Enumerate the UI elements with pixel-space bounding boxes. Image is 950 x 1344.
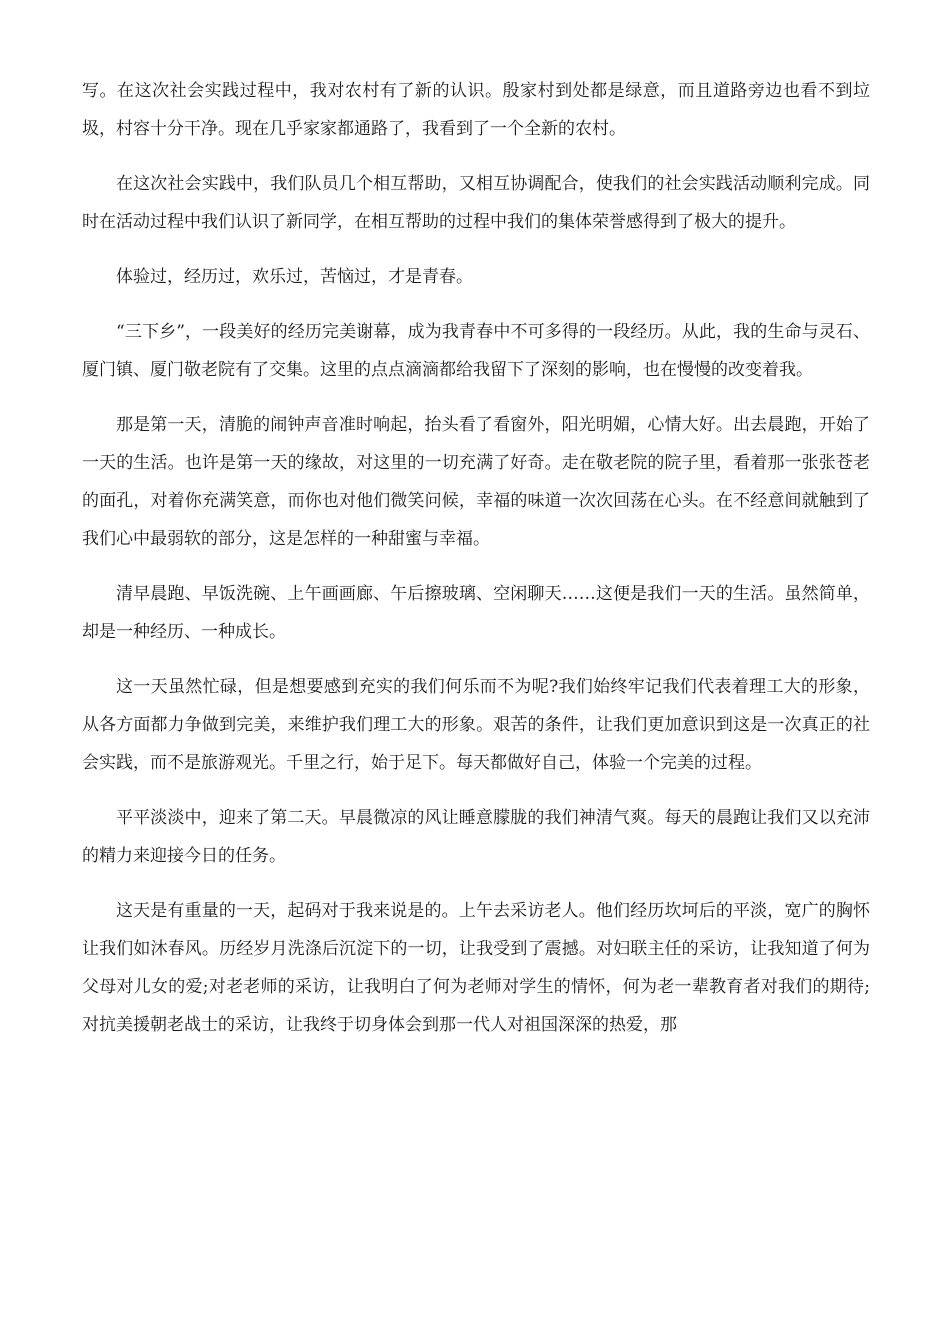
paragraph: 写。在这次社会实践过程中，我对农村有了新的认识。殷家村到处都是绿意，而且道路旁边也看不到垃圾，村容十分干净。现在几乎家家都通路了，我看到了一个全新的农村。	[82, 81, 870, 139]
paragraph: 这一天虽然忙碌，但是想要感到充实的我们何乐而不为呢?我们始终牢记我们代表着理工大的形象，从各方面都力争做到完美，来维护我们理工大的形象。艰苦的条件，让我们更加意识到这是一次真正的社会实践，而不是旅游观光。千里之行，始于足下。每天都做好自己，体验一个完美的过程。	[82, 677, 870, 773]
paragraph: 这天是有重量的一天，起码对于我来说是的。上午去采访老人。他们经历坎坷后的平淡，宽广的胸怀让我们如沐春风。历经岁月洗涤后沉淀下的一切，让我受到了震撼。对妇联主任的采访，让我知道了何为父母对儿女的爱;对老老师的采访，让我明白了何为老师对学生的情怀，何为老一辈教育者对我们的期待;对抗美援朝老战士的采访，让我终于切身体会到那一代人对祖国深深的热爱，那	[82, 901, 870, 1035]
document-body	[82, 72, 870, 1061]
paragraph: 在这次社会实践中，我们队员几个相互帮助，又相互协调配合，使我们的社会实践活动顺利完成。同时在活动过程中我们认识了新同学，在相互帮助的过程中我们的集体荣誉感得到了极大的提升。	[82, 174, 870, 232]
paragraph: 那是第一天，清脆的闹钟声音准时响起，抬头看了看窗外，阳光明媚，心情大好。出去晨跑，开始了一天的生活。也许是第一天的缘故，对这里的一切充满了好奇。走在敬老院的院子里，看着那一张张苍老的面孔，对着你充满笑意，而你也对他们微笑问候，幸福的味道一次次回荡在心头。在不经意间就触到了我们心中最弱软的部分，这是怎样的一种甜蜜与幸福。	[82, 415, 870, 549]
paragraph: “三下乡”，一段美好的经历完美谢幕，成为我青春中不可多得的一段经历。从此，我的生命与灵石、厦门镇、厦门敬老院有了交集。这里的点点滴滴都给我留下了深刻的影响，也在慢慢的改变着我。	[82, 322, 870, 380]
paragraph: 清早晨跑、早饭洗碗、上午画画廊、午后擦玻璃、空闲聊天……这便是我们一天的生活。虽然简单，却是一种经历、一种成长。	[82, 584, 870, 642]
paragraph: 平平淡淡中，迎来了第二天。早晨微凉的风让睡意朦胧的我们神清气爽。每天的晨跑让我们又以充沛的精力来迎接今日的任务。	[82, 808, 870, 866]
paragraph: 体验过，经历过，欢乐过，苦恼过，才是青春。	[116, 267, 473, 287]
